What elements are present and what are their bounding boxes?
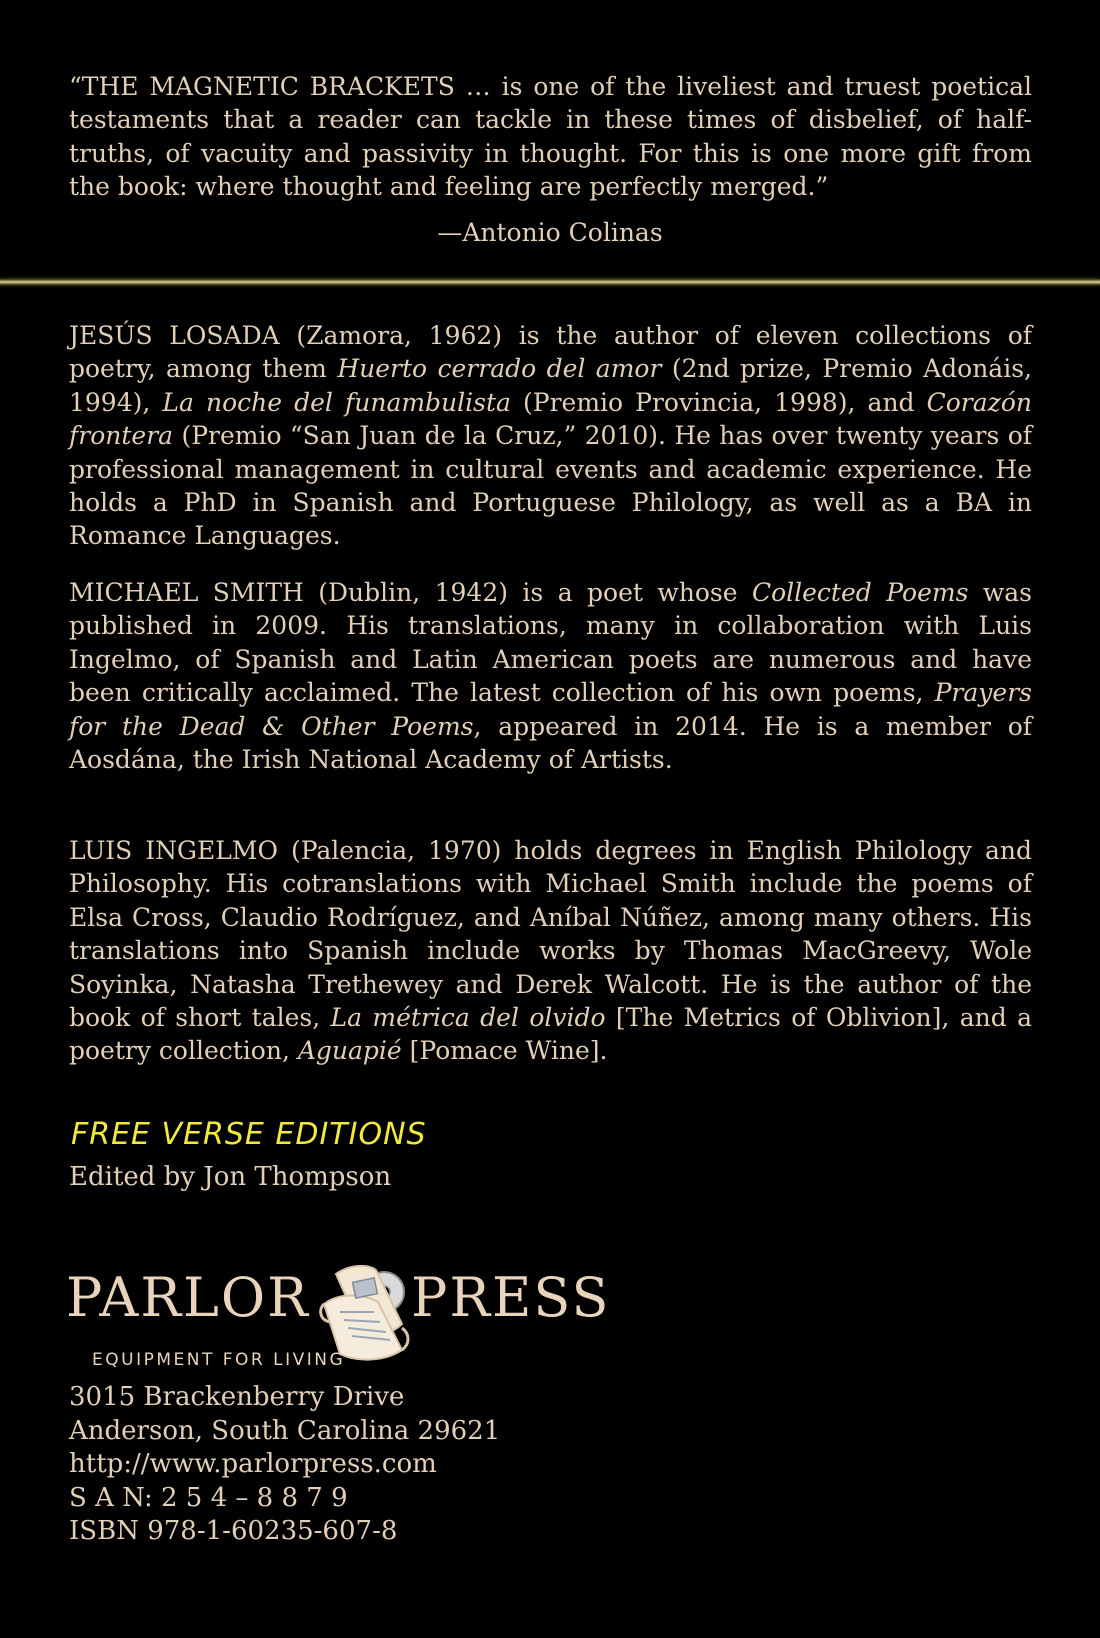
publisher-san: S A N: 2 5 4 – 8 8 7 9 bbox=[69, 1482, 348, 1513]
bio-michael-smith-text: MICHAEL SMITH (Dublin, 1942) is a poet whose Collected Poems was published in 2009. His translations, many in collaboration with Luis Ingelmo, of Spanish and Latin American poets are numerous and have been critically acclaimed. The latest collection of his own poems, Prayers for the Dead & Other Poems, appeared in 2014. He is a member of Aosdána, the Irish National Academy of Artists. bbox=[69, 578, 1033, 775]
bio-luis-ingelmo-text: LUIS INGELMO (Palencia, 1970) holds degrees in English Philology and Philosophy. His cotranslations with Michael Smith include the poems of Elsa Cross, Claudio Rodríguez, and Aníbal Núñez, among many others. His translations into Spanish include works by Thomas MacGreevy, Wole Soyinka, Natasha Trethewey and Derek Walcott. He is the author of the book of short tales, La métrica del olvido [The Metrics of Oblivion], and a poetry collection, Aguapié [Pomace Wine]. bbox=[69, 836, 1032, 1066]
bio-jesus-losada bbox=[69, 319, 1032, 553]
blurb-attribution: —Antonio Colinas bbox=[437, 218, 663, 247]
series-editor: Edited by Jon Thompson bbox=[69, 1162, 392, 1192]
blurb-quote bbox=[69, 70, 1032, 204]
address-street: 3015 Brackenberry Drive bbox=[69, 1382, 405, 1412]
logo-tagline: EQUIPMENT FOR LIVING bbox=[92, 1350, 346, 1370]
parlor-press-logo bbox=[66, 1258, 611, 1370]
logo-word-parlor: PARLOR bbox=[66, 1266, 310, 1329]
blurb-quote-text: “THE MAGNETIC BRACKETS … is one of the liveliest and truest poetical testaments that a reader can tackle in these times of disbelief, of half-truths, of vacuity and passivity in thought. For this is one more gift from the book: where thought and feeling are perfectly merged.” bbox=[69, 72, 1032, 202]
bio-michael-smith bbox=[69, 576, 1032, 776]
publisher-website: http://www.parlorpress.com bbox=[69, 1449, 437, 1480]
logo-word-press: PRESS bbox=[411, 1266, 611, 1329]
bio-jesus-losada-text: JESÚS LOSADA (Zamora, 1962) is the author of eleven collections of poetry, among them Huerto cerrado del amor (2nd prize, Premio Adonáis, 1994), La noche del funambulista (Premio Provincia, 1998), and Corazón frontera (Premio “San Juan de la Cruz,” 2010). He has over twenty years of professional management in cultural events and academic experience. He holds a PhD in Spanish and Portuguese Philology, as well as a BA in Romance Languages. bbox=[69, 321, 1032, 551]
address-city: Anderson, South Carolina 29621 bbox=[69, 1415, 501, 1446]
gold-divider-line bbox=[0, 279, 1100, 285]
bio-luis-ingelmo bbox=[69, 834, 1032, 1068]
book-isbn: ISBN 978-1-60235-607-8 bbox=[69, 1516, 398, 1547]
publisher-address-block bbox=[69, 1381, 500, 1549]
series-name: FREE VERSE EDITIONS bbox=[71, 1117, 427, 1152]
